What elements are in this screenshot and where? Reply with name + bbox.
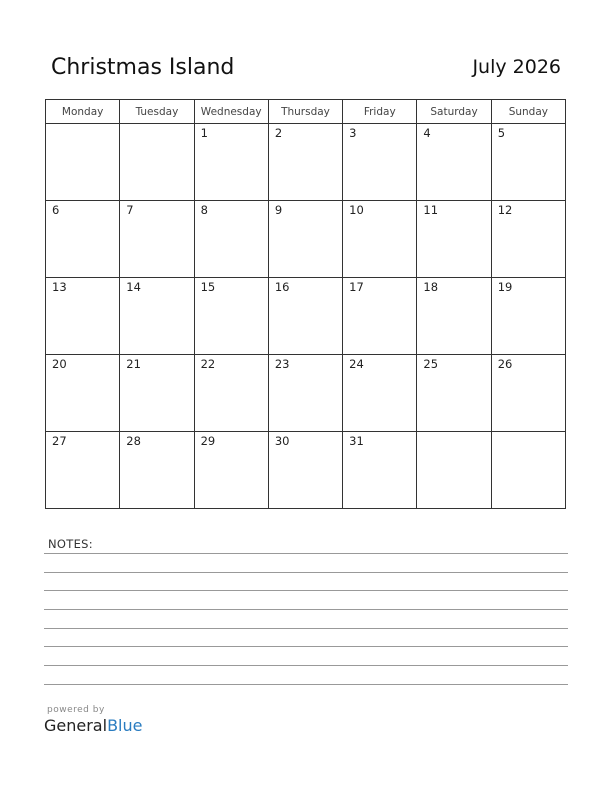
day-cell [491, 124, 565, 201]
day-number: 20 [52, 357, 67, 371]
day-number: 30 [274, 434, 290, 448]
day-cell [120, 432, 194, 509]
day-cell [268, 124, 342, 201]
day-cell [343, 278, 417, 355]
week-row [46, 432, 566, 509]
day-cell [46, 278, 120, 355]
day-number: 12 [497, 203, 513, 217]
note-line [44, 590, 568, 591]
day-number [46, 124, 119, 126]
note-line [44, 572, 568, 573]
day-number: 26 [497, 357, 513, 371]
weekday-header: Tuesday [120, 100, 194, 124]
day-cell [120, 201, 194, 278]
note-line [44, 609, 568, 610]
note-line [44, 628, 568, 629]
day-cell [46, 124, 120, 201]
brand-general: General [44, 716, 108, 735]
month-label: July 2026 [472, 56, 561, 78]
day-cell [194, 124, 268, 201]
day-number: 9 [274, 203, 283, 217]
weekday-header: Thursday [268, 100, 342, 124]
day-cell [46, 201, 120, 278]
day-cell [417, 124, 491, 201]
day-cell [268, 355, 342, 432]
weekday-header: Wednesday [194, 100, 268, 124]
day-cell [120, 124, 194, 201]
weekday-header: Saturday [417, 100, 491, 124]
day-number: 7 [126, 203, 134, 217]
day-cell [491, 355, 565, 432]
day-number: 11 [423, 203, 439, 217]
day-number: 21 [126, 357, 141, 371]
day-cell [194, 278, 268, 355]
day-number: 6 [52, 203, 60, 217]
day-cell [194, 355, 268, 432]
day-cell [417, 355, 491, 432]
week-row [46, 355, 566, 432]
weekday-header-row [46, 100, 566, 124]
day-number: 24 [349, 357, 364, 371]
day-number: 13 [52, 280, 67, 294]
week-row [46, 278, 566, 355]
day-cell [194, 432, 268, 509]
day-cell [268, 278, 342, 355]
day-cell [417, 201, 491, 278]
day-cell [343, 124, 417, 201]
week-row [46, 124, 566, 201]
day-cell [46, 355, 120, 432]
day-number: 22 [200, 357, 216, 371]
day-number: 5 [497, 126, 506, 140]
note-line [44, 553, 568, 554]
day-number: 17 [349, 280, 364, 294]
day-number: 28 [126, 434, 141, 448]
day-cell [343, 355, 417, 432]
day-number: 3 [349, 126, 357, 140]
day-number: 29 [200, 434, 216, 448]
day-number: 8 [200, 203, 208, 217]
day-number: 10 [349, 203, 364, 217]
day-number: 2 [274, 126, 283, 140]
day-number: 18 [423, 280, 439, 294]
day-cell [491, 432, 565, 509]
day-cell [491, 201, 565, 278]
weekday-header: Monday [46, 100, 120, 124]
day-cell [120, 278, 194, 355]
day-number [492, 432, 565, 434]
day-number: 19 [497, 280, 513, 294]
day-number: 4 [423, 126, 431, 140]
day-cell [343, 201, 417, 278]
day-cell [194, 201, 268, 278]
calendar-title: Christmas Island [51, 55, 235, 80]
day-number [417, 432, 490, 434]
day-number: 27 [52, 434, 67, 448]
powered-by-text: powered by [47, 705, 105, 715]
day-number: 1 [200, 126, 208, 140]
day-cell [491, 278, 565, 355]
day-cell [268, 432, 342, 509]
calendar-grid [45, 99, 566, 509]
day-number: 14 [126, 280, 141, 294]
weekday-header: Sunday [491, 100, 565, 124]
day-cell [343, 432, 417, 509]
day-cell [46, 432, 120, 509]
day-number [120, 124, 193, 126]
day-number: 31 [349, 434, 364, 448]
day-number: 16 [274, 280, 290, 294]
day-cell [268, 201, 342, 278]
day-cell [417, 278, 491, 355]
weekday-header: Friday [343, 100, 417, 124]
week-row [46, 201, 566, 278]
notes-label: NOTES: [48, 537, 93, 551]
note-line [44, 646, 568, 647]
generalblue-logo [44, 716, 142, 735]
day-number: 25 [423, 357, 439, 371]
day-number: 23 [274, 357, 290, 371]
brand-blue: Blue [107, 716, 143, 735]
day-number: 15 [200, 280, 216, 294]
day-cell [120, 355, 194, 432]
note-line [44, 665, 568, 666]
note-line [44, 684, 568, 685]
day-cell [417, 432, 491, 509]
